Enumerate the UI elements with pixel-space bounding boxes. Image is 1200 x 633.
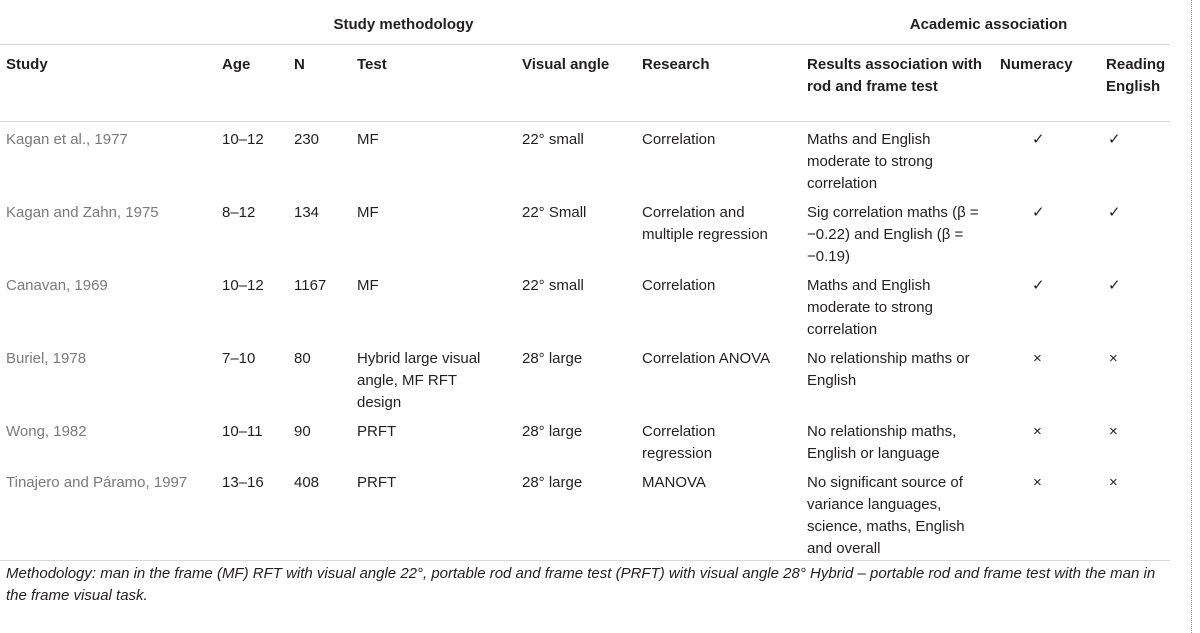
cell-visual-angle: 22° small [522,131,584,148]
cell-n: 408 [294,465,357,561]
cell-results: No relationship maths, English or language [807,423,957,462]
table-row [0,465,1170,561]
check-icon: ✓ [1108,204,1121,221]
cross-icon: × [1033,423,1042,440]
column-header-test: Test [357,45,522,122]
table-row [0,414,1170,465]
cell-n: 80 [294,350,311,367]
table-row [0,122,1170,196]
page-edge-rule [1191,0,1192,633]
cell-study: Wong, 1982 [6,423,87,440]
cell-age: 10–11 [222,423,263,440]
cell-research: MANOVA [642,465,807,561]
cell-study: Kagan and Zahn, 1975 [6,204,159,221]
cell-research: Correlation regression [642,423,716,462]
cell-age: 7–10 [222,350,256,367]
cell-n: 1167 [294,277,327,294]
cell-visual-angle: 28° large [522,465,642,561]
cell-age: 13–16 [222,465,294,561]
cell-test: PRFT [357,423,397,440]
cell-results: No relationship maths or English [807,350,970,389]
cell-results: Maths and English moderate to strong correlation [807,131,933,192]
column-header-research: Research [642,45,807,122]
cross-icon: × [1109,350,1118,367]
check-icon: ✓ [1032,277,1045,294]
column-header-reading-english: Reading English [1106,45,1170,122]
cross-icon: × [1033,350,1042,367]
group-header-academic: Academic association [807,6,1170,45]
cell-age: 8–12 [222,204,256,221]
cell-research: Correlation [642,277,716,294]
cell-n: 134 [294,204,320,221]
column-header-age: Age [222,45,294,122]
cell-test: Hybrid large visual angle, MF RFT design [357,350,481,411]
cell-research: Correlation ANOVA [642,350,771,367]
cell-results: Maths and English moderate to strong correlation [807,277,933,338]
cell-research: Correlation and multiple regression [642,204,768,243]
cell-results: No significant source of variance languages, science, maths, English and overall [807,465,1000,561]
table-row [0,195,1170,268]
check-icon: ✓ [1108,277,1121,294]
column-header-study: Study [0,45,222,122]
check-icon: ✓ [1108,131,1121,148]
check-icon: ✓ [1032,204,1045,221]
cell-n: 230 [294,131,320,148]
table-footnote: Methodology: man in the frame (MF) RFT with visual angle 22°, portable rod and frame test (PRFT) with visual angle 28° Hybrid – portable rod and frame test with the man in the frame visual task. [6,565,1156,604]
table-row [0,268,1170,341]
group-header-row [0,6,1170,45]
cell-study: Tinajero and Páramo, 1997 [0,465,222,561]
cell-visual-angle: 22° small [522,277,584,294]
cell-visual-angle: 22° Small [522,204,587,221]
group-header-methodology: Study methodology [0,6,807,45]
cell-study: Canavan, 1969 [6,277,108,294]
column-header-row [0,45,1170,122]
table-row [0,341,1170,414]
column-header-results: Results association with rod and frame test [807,45,1000,122]
column-header-visual-angle: Visual angle [522,45,642,122]
cell-study: Kagan et al., 1977 [6,131,128,148]
cell-n: 90 [294,423,311,440]
cross-icon: × [1109,423,1118,440]
cell-test: PRFT [357,465,522,561]
cell-visual-angle: 28° large [522,423,583,440]
cell-test: MF [357,277,379,294]
cell-visual-angle: 28° large [522,350,583,367]
cell-study: Buriel, 1978 [6,350,87,367]
check-icon: ✓ [1032,131,1045,148]
cell-test: MF [357,131,379,148]
study-table [0,6,1170,561]
cell-research: Correlation [642,131,716,148]
cross-icon: × [1000,465,1106,561]
cell-results: Sig correlation maths (β = −0.22) and English (β = −0.19) [807,204,979,265]
column-header-numeracy: Numeracy [1000,45,1106,122]
column-header-n: N [294,45,357,122]
table-container [0,6,1170,561]
cell-age: 10–12 [222,131,264,148]
cross-icon: × [1106,465,1170,561]
cell-age: 10–12 [222,277,264,294]
cell-test: MF [357,204,379,221]
